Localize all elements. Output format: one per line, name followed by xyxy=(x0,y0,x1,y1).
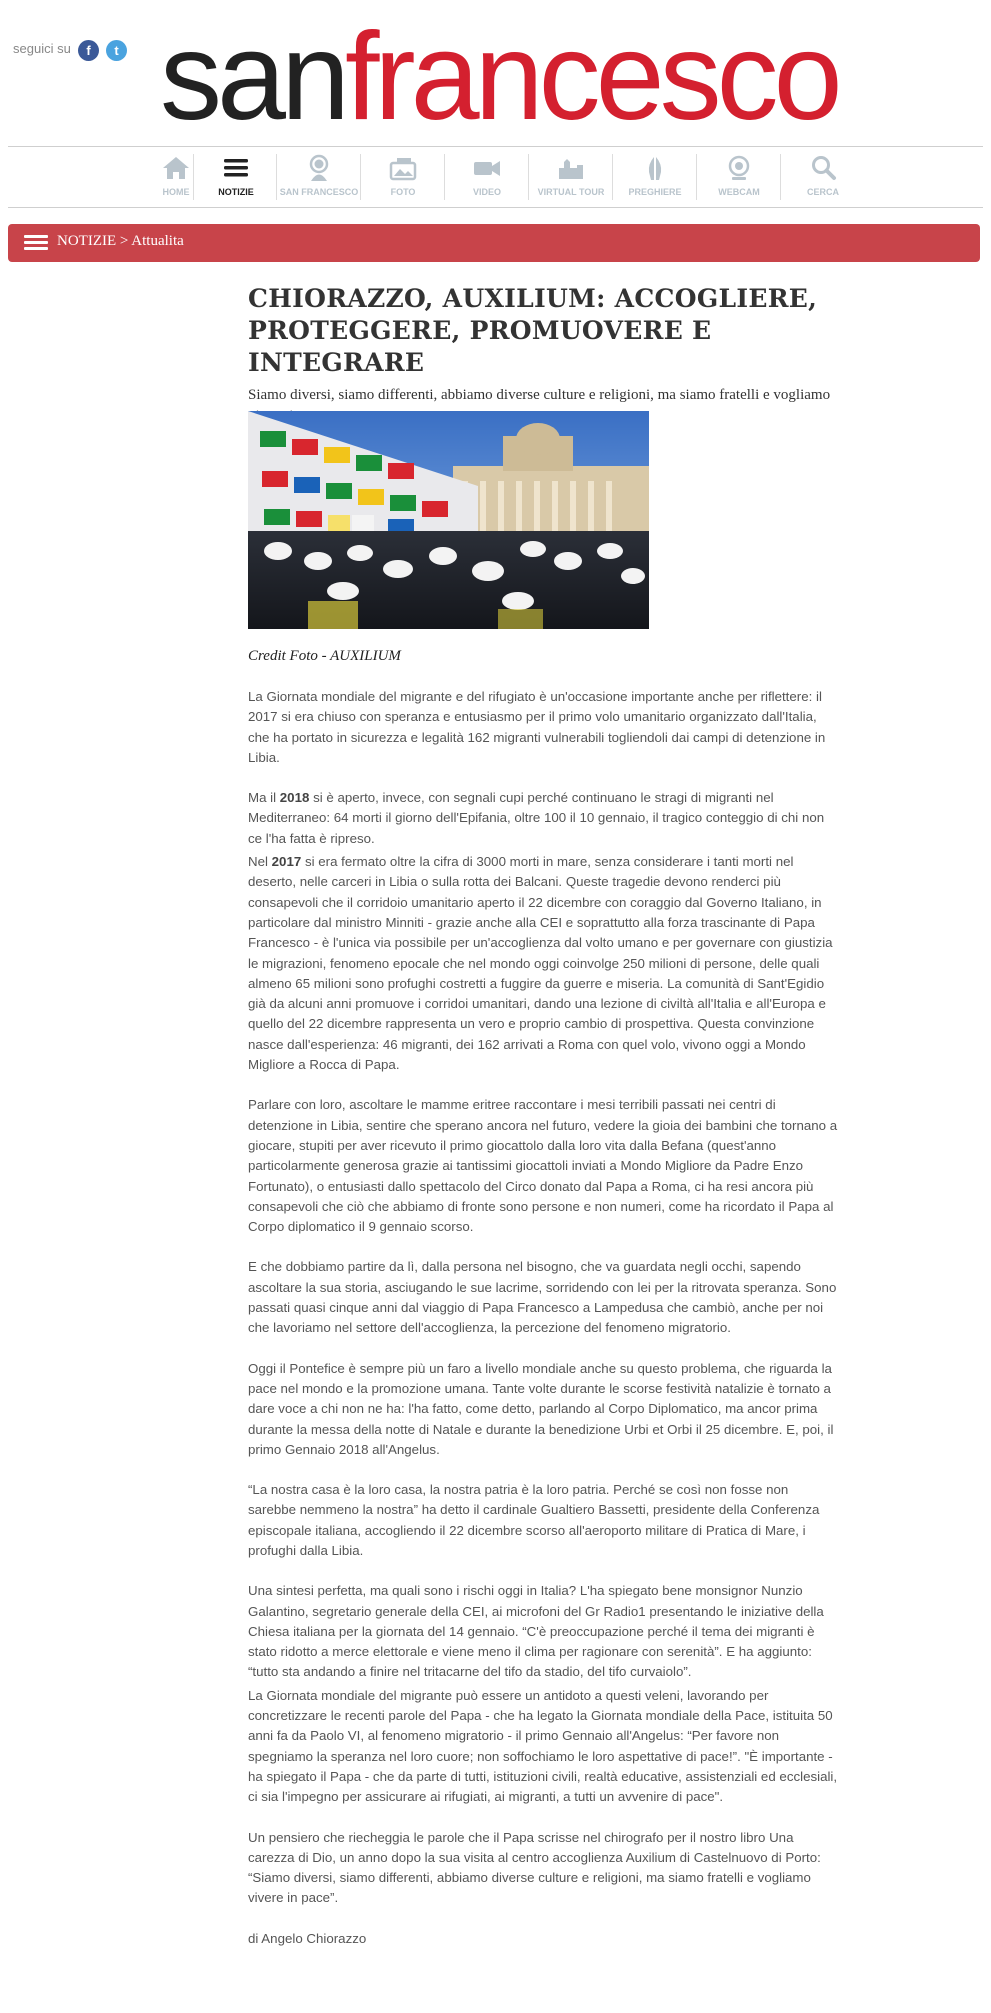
nav-foto-label: FOTO xyxy=(390,187,416,197)
section-bar xyxy=(8,224,980,262)
paragraph: La Giornata mondiale del migrante e del rifugiato è un'occasione importante anche per riflettere: il 2017 si era chiuso con speranza e entusiasmo per il primo volo umanitario organizzato dall'Italia, che ha portato in sicurezza e legalità 162 migranti vulnerabili togliendoli dai campi di detenzione in Libia. xyxy=(248,689,826,765)
article-title: CHIORAZZO, AUXILIUM: ACCOGLIERE, PROTEGGERE, PROMUOVERE E INTEGRARE xyxy=(248,284,818,377)
nav-notizie-label: NOTIZIE xyxy=(218,187,254,197)
hamburger-icon[interactable] xyxy=(24,235,48,253)
nav-preghiere[interactable] xyxy=(614,150,696,205)
saint-icon xyxy=(303,154,335,182)
logo-part-francesco: francesco xyxy=(344,8,838,146)
search-icon xyxy=(807,154,839,182)
breadcrumb-separator: > xyxy=(116,233,132,249)
nav-separator xyxy=(780,154,781,200)
photo-icon xyxy=(387,154,419,182)
nav-separator xyxy=(360,154,361,200)
year-2017: 2017 xyxy=(271,854,302,870)
nav-divider xyxy=(8,207,983,208)
article-body xyxy=(248,687,838,1949)
paragraph: Ma il 2018 si è aperto, invece, con segnali cupi perché continuano le stragi di migranti nel Mediterraneo: 64 morti il giorno dell'Epifania, oltre 100 il 10 gennaio, il tragico conteggio di chi non ce l'ha fatta è ripreso. xyxy=(248,790,825,846)
breadcrumb xyxy=(57,233,184,250)
photo-credit: Credit Foto - AUXILIUM xyxy=(248,648,401,664)
nav-webcam[interactable] xyxy=(698,150,780,205)
nav-foto[interactable] xyxy=(362,150,444,205)
nav-separator xyxy=(276,154,277,200)
crowd-image xyxy=(248,411,649,629)
nav-separator xyxy=(528,154,529,200)
nav-separator xyxy=(444,154,445,200)
nav-virtual-tour[interactable] xyxy=(530,150,612,205)
paragraph: “La nostra casa è la loro casa, la nostra patria è la loro patria. Perché se così non fosse non sarebbe nemmeno la nostra” ha detto il cardinale Gualtiero Bassetti, presidente della Conferenza episcopale italiana, accogliendo il 22 dicembre scorso all'aeroporto militare di Pratica di Mare, i profughi dalla Libia. xyxy=(248,1482,820,1558)
site-header xyxy=(0,0,991,145)
nav-separator xyxy=(696,154,697,200)
home-icon xyxy=(160,154,192,182)
nav-san-francesco[interactable] xyxy=(278,150,360,205)
follow-us-label: seguici su xyxy=(13,41,71,56)
paragraph: Oggi il Pontefice è sempre più un faro a livello mondiale anche su questo problema, che riguarda la pace nel mondo e la promozione umana. Tante volte durante le scorse festività natalizie è tornato a dare voce a chi non ne ha: l'ha fatto, come detto, parlando al Corpo Diplomatico, ma ancor prima durante la messa della notte di Natale e durante la benedizione Urbi et Orbi il 25 dicembre. E, poi, il primo Gennaio 2018 all'Angelus. xyxy=(248,1360,834,1457)
breadcrumb-attualita[interactable]: Attualita xyxy=(131,233,184,249)
paragraph: E che dobbiamo partire da lì, dalla persona nel bisogno, che va guardata negli occhi, sapendo ascoltare la sua storia, asciugando le sue lacrime, sorridendo con lei per la ritrovata speranza. Sono passati quasi cinque anni dal viaggio di Papa Francesco a Lampedusa che cambiò, anche per noi che lavoriamo nel settore dell'accoglienza, la percezione del fenomeno migratorio. xyxy=(248,1259,837,1336)
article xyxy=(248,283,838,1946)
article-subtitle: Siamo diversi, siamo differenti, abbiamo diverse culture e religioni, ma siamo fratelli e vogliamo xyxy=(248,387,831,403)
virtual-tour-icon xyxy=(555,154,587,182)
twitter-icon[interactable]: t xyxy=(106,40,127,61)
menu-icon xyxy=(220,154,252,182)
paragraph: Nel 2017 si era fermato oltre la cifra di 3000 morti in mare, senza considerare i tanti morti nel deserto, nelle carceri in Libia o sulla rotta dei Balcani. Queste tragedie devono renderci più consapevoli che il corridoio umanitario aperto il 22 dicembre con coraggio dal Governo Italiano, in particolare dal ministro Minniti - grazie anche alla CEI e soprattutto alla forza trascinante di Papa Francesco - è l'unica via possibile per un'accoglienza dal volto umano e per governare con giustizia le migrazioni, fenomeno epocale che nel mondo oggi coinvolge 250 milioni di persone, delle quali almeno 65 milioni sono profughi costretti a fuggire da guerre e miseria. La comunità di Sant'Egidio già da alcuni anni promuove i corridoi umanitari, dando una lezione di civiltà all'Italia e all'Europa e quello del 22 dicembre rappresenta un vero e proprio cambio di prospettiva. Questa convinzione nasce dall'esperienza: 46 migranti, dei 162 arrivati a Roma con quel volo, vivono oggi a Mondo Migliore a Rocca di Papa. xyxy=(248,854,833,1073)
logo-part-san: san xyxy=(160,8,345,146)
video-icon xyxy=(471,154,503,182)
paragraph: Un pensiero che riecheggia le parole che il Papa scrisse nel chirografo per il nostro libro Una carezza di Dio, un anno dopo la sua visita al centro accoglienza Auxilium di Castelnuovo di Porto: “Siamo diversi, siamo differenti, abbiamo diverse culture e religioni, ma siamo fratelli e vogliamo vivere in pace”. xyxy=(248,1829,821,1906)
site-logo[interactable] xyxy=(160,2,838,152)
nav-notizie[interactable] xyxy=(195,150,277,205)
nav-cerca-label: CERCA xyxy=(806,187,839,197)
article-photo xyxy=(248,411,649,629)
nav-home-label: HOME xyxy=(162,187,190,197)
nav-preghiere-label: PREGHIERE xyxy=(628,187,682,197)
webcam-icon xyxy=(723,154,755,182)
nav-san-francesco-label: SAN FRANCESCO xyxy=(279,187,359,197)
paragraph: Parlare con loro, ascoltare le mamme eritree raccontare i mesi terribili passati nei centri di detenzione in Libia, sentire che sperano ancora nel futuro, vedere la gioia dei bambini che tornano a giocare, stupiti per aver ricevuto il primo giocattolo dalla loro vita dalla Befana (quest'anno particolarmente generosa grazie ai tantissimi giocattoli inviati a Mondo Migliore da Padre Enzo Fortunato), o entusiasti dallo spettacolo del Circo donato dal Papa a Roma, ci ha resi ancora più consapevoli che ciò che abbiamo di fronte sono persone e non numeri, come ha ricordato il Papa al Corpo diplomatico il 9 gennaio scorso. xyxy=(248,1097,838,1235)
nav-cerca[interactable] xyxy=(782,150,864,205)
nav-video[interactable] xyxy=(446,150,528,205)
year-2018: 2018 xyxy=(279,790,310,806)
nav-separator xyxy=(612,154,613,200)
article-author: di Angelo Chiorazzo xyxy=(248,1930,367,1946)
facebook-icon[interactable]: f xyxy=(78,40,99,61)
nav-webcam-label: WEBCAM xyxy=(718,187,760,197)
nav-video-label: VIDEO xyxy=(472,187,501,197)
breadcrumb-notizie[interactable]: NOTIZIE xyxy=(57,233,117,249)
nav-separator xyxy=(193,154,194,200)
prayer-icon xyxy=(639,154,671,182)
nav-virtual-tour-label: VIRTUAL TOUR xyxy=(537,187,605,197)
paragraph: La Giornata mondiale del migrante può essere un antidoto a questi veleni, lavorando per concretizzare le recenti parole del Papa - che ha legato la Giornata mondiale della Pace, istituita 50 anni fa da Paolo VI, al fenomeno migratorio - il primo Gennaio all'Angelus: “Per favore non spegniamo la speranza nel loro cuore; non soffochiamo le loro aspettative di pace!”. "È importante - ha spiegato il Papa - che da parte di tutti, istituzioni civili, realtà educative, assistenziali ed ecclesiali, ci sia l'impegno per assicurare ai rifugiati, ai migranti, a tutti un avvenire di pace". xyxy=(248,1687,838,1805)
paragraph: Una sintesi perfetta, ma quali sono i rischi oggi in Italia? L'ha spiegato bene monsignor Nunzio Galantino, segretario generale della CEI, ai microfoni del Gr Radio1 presentando le iniziative della Chiesa italiana per la giornata del 14 gennaio. “C'è preoccupazione perché il tema dei migranti è stato ridotto a merce elettorale e viene meno il clima per ragionare con serenità”. E ha aggiunto: “tutto sta andando a finire nel tritacarne del tifo da stadio, del tifo curvaiolo”. xyxy=(248,1583,824,1680)
header-divider xyxy=(8,146,983,147)
